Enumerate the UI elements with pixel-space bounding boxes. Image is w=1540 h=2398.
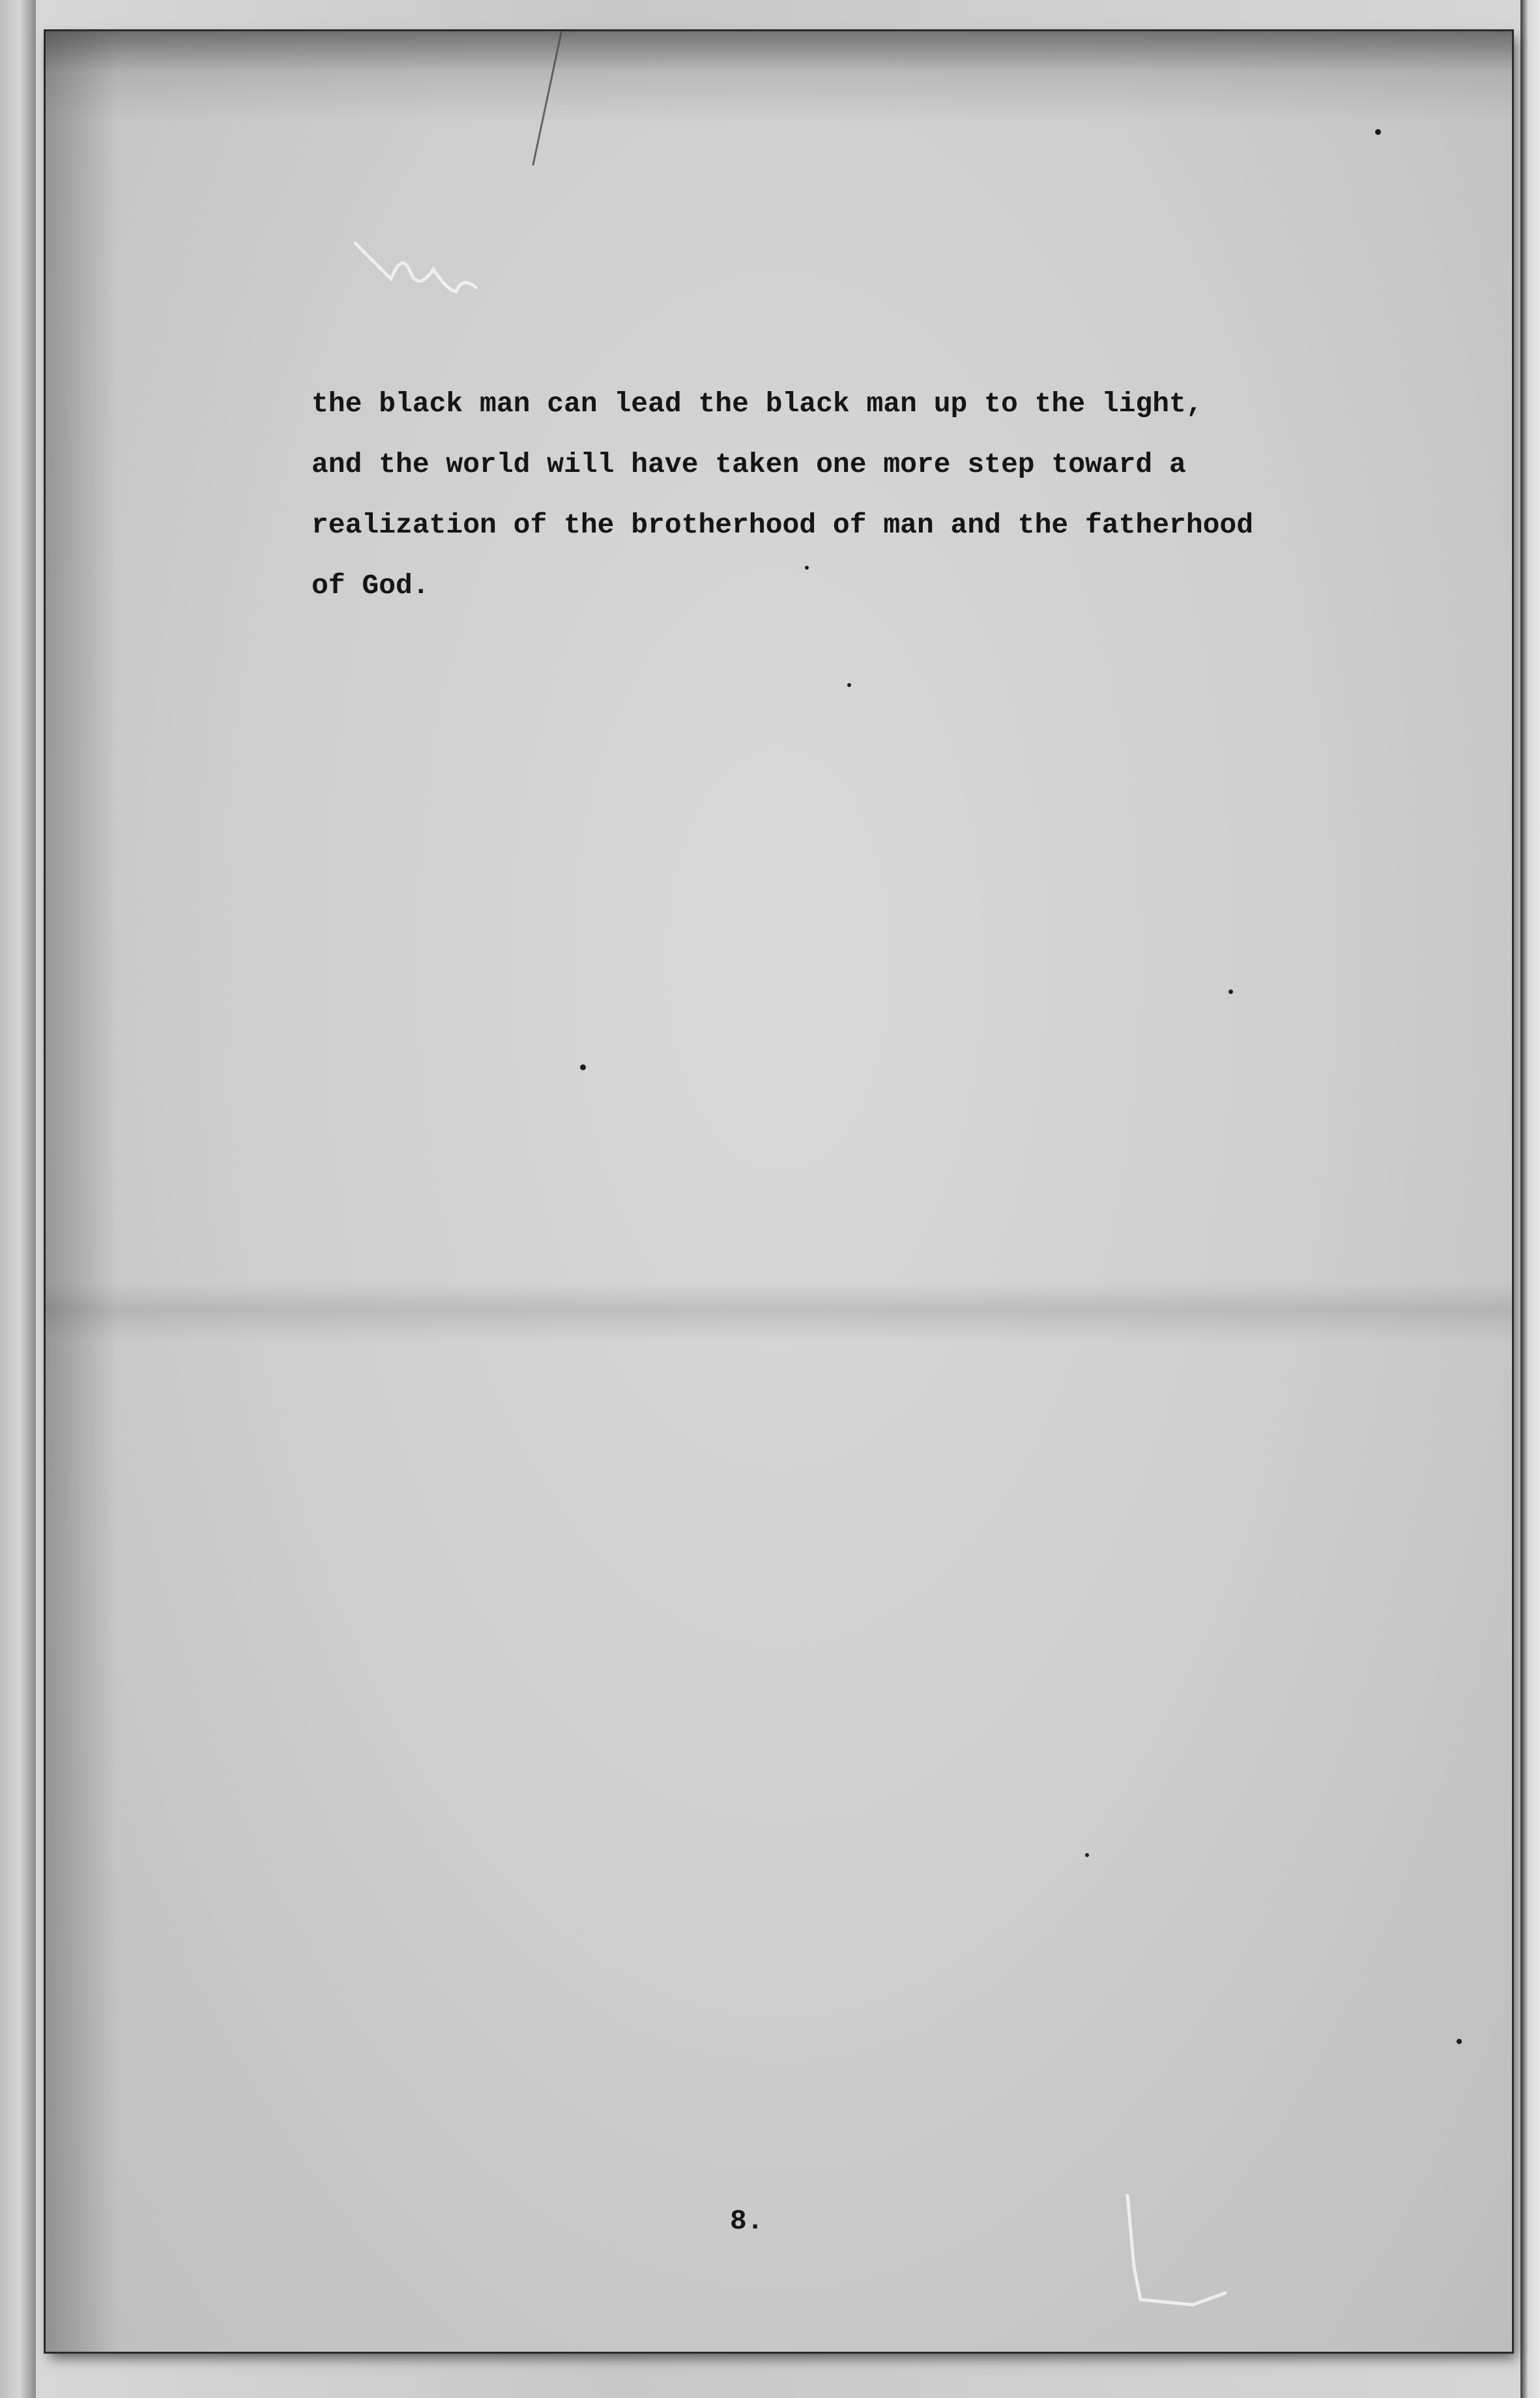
ink-speck — [1457, 2039, 1462, 2044]
ink-speck — [1228, 989, 1233, 994]
page-number: 8. — [730, 2205, 764, 2237]
text-line: the black man can lead the black man up to the light, — [312, 388, 1203, 420]
document-page — [46, 31, 1512, 2352]
ink-speck — [805, 566, 809, 570]
paper-fold — [46, 1283, 1512, 1341]
ink-speck — [580, 1064, 586, 1070]
pencil-corner-mark — [1114, 2189, 1232, 2313]
text-line: of God. — [312, 570, 429, 602]
paper-crease — [532, 31, 562, 166]
pencil-scribble-mark — [342, 217, 499, 321]
ink-speck — [1085, 1853, 1089, 1857]
ink-speck — [1375, 129, 1381, 135]
right-page-edge — [1520, 0, 1540, 2398]
left-page-edge — [0, 0, 36, 2398]
text-line: realization of the brotherhood of man and the fatherhood — [312, 509, 1254, 541]
ink-speck — [847, 683, 851, 687]
text-line: and the world will have taken one more step toward a — [312, 448, 1186, 480]
body-paragraph — [312, 373, 1419, 616]
